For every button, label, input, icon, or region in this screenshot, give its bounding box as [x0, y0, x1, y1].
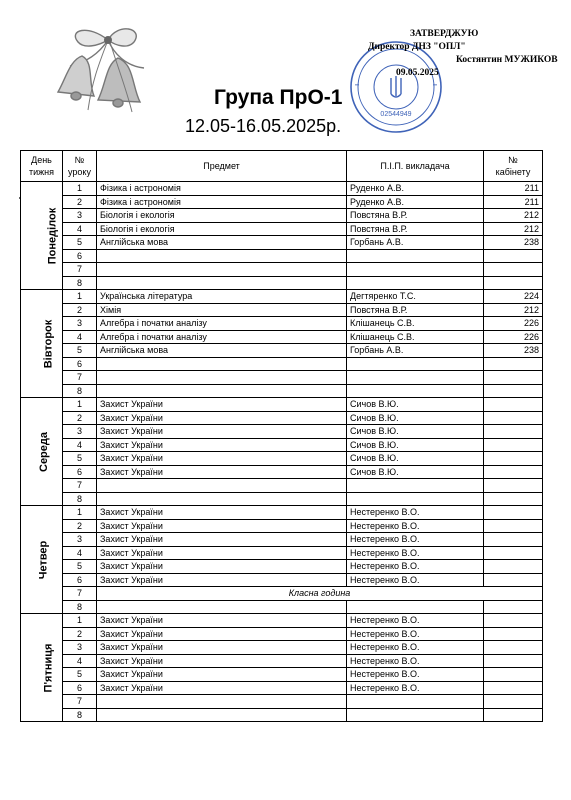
header-day-line1: День	[31, 155, 52, 165]
approval-block	[368, 28, 558, 80]
subject-cell: Захист України	[97, 573, 347, 587]
subject-cell: Захист України	[97, 614, 347, 628]
lesson-number: 6	[63, 465, 97, 479]
lesson-number: 6	[63, 573, 97, 587]
bells-illustration	[48, 22, 160, 114]
table-row	[21, 668, 543, 682]
teacher-cell: Нестеренко В.О.	[347, 641, 484, 655]
table-row	[21, 384, 543, 398]
room-cell	[484, 519, 543, 533]
lesson-number: 3	[63, 641, 97, 655]
subject-cell: Захист України	[97, 681, 347, 695]
room-cell	[484, 546, 543, 560]
subject-cell	[97, 695, 347, 709]
lesson-number: 1	[63, 398, 97, 412]
lesson-number: 8	[63, 384, 97, 398]
teacher-cell: Нестеренко В.О.	[347, 519, 484, 533]
day-name-cell	[21, 182, 63, 290]
subject-cell: Захист України	[97, 560, 347, 574]
room-cell	[484, 411, 543, 425]
subject-cell: Захист України	[97, 452, 347, 466]
room-cell	[484, 465, 543, 479]
table-row	[21, 627, 543, 641]
teacher-cell: Повстяна В.Р.	[347, 209, 484, 223]
room-cell	[484, 425, 543, 439]
table-row	[21, 398, 543, 412]
teacher-cell: Клішанець С.В.	[347, 317, 484, 331]
table-row	[21, 641, 543, 655]
lesson-number: 5	[63, 344, 97, 358]
lesson-number: 1	[63, 614, 97, 628]
lesson-number: 2	[63, 519, 97, 533]
table-row	[21, 249, 543, 263]
teacher-cell: Нестеренко В.О.	[347, 681, 484, 695]
room-cell	[484, 627, 543, 641]
room-cell: 211	[484, 182, 543, 196]
lesson-number: 3	[63, 533, 97, 547]
table-row	[21, 263, 543, 277]
teacher-cell: Повстяна В.Р.	[347, 303, 484, 317]
schedule-body	[21, 182, 543, 722]
teacher-cell: Сичов В.Ю.	[347, 452, 484, 466]
subject-cell: Захист України	[97, 506, 347, 520]
approval-signer: Костянтин МУЖИКОВ	[456, 55, 558, 65]
subject-cell: Захист України	[97, 641, 347, 655]
lesson-number: 2	[63, 411, 97, 425]
teacher-cell	[347, 384, 484, 398]
lesson-number: 3	[63, 209, 97, 223]
teacher-cell: Клішанець С.В.	[347, 330, 484, 344]
subject-cell: Захист України	[97, 533, 347, 547]
teacher-cell	[347, 249, 484, 263]
room-cell	[484, 371, 543, 385]
room-cell	[484, 263, 543, 277]
lesson-number: 8	[63, 600, 97, 614]
table-row	[21, 290, 543, 304]
room-cell: 226	[484, 330, 543, 344]
teacher-cell: Сичов В.Ю.	[347, 465, 484, 479]
lesson-number: 7	[63, 263, 97, 277]
table-row	[21, 506, 543, 520]
room-cell: 211	[484, 195, 543, 209]
subject-cell: Захист України	[97, 519, 347, 533]
table-row	[21, 195, 543, 209]
room-cell	[484, 560, 543, 574]
table-row	[21, 614, 543, 628]
room-cell	[484, 600, 543, 614]
lesson-number: 4	[63, 330, 97, 344]
lesson-number: 8	[63, 708, 97, 722]
lesson-number: 5	[63, 236, 97, 250]
room-cell	[484, 276, 543, 290]
subject-cell: Фізика і астрономія	[97, 182, 347, 196]
header-lesson-line2: уроку	[68, 167, 91, 177]
header-room-line2: кабінету	[495, 167, 531, 177]
table-row	[21, 222, 543, 236]
header-day	[21, 151, 63, 182]
lesson-number: 6	[63, 357, 97, 371]
table-row	[21, 708, 543, 722]
teacher-cell: Нестеренко В.О.	[347, 627, 484, 641]
teacher-cell: Нестеренко В.О.	[347, 573, 484, 587]
subject-cell: Алгебра і початки аналізу	[97, 330, 347, 344]
lesson-number: 6	[63, 249, 97, 263]
lesson-number: 3	[63, 425, 97, 439]
room-cell	[484, 668, 543, 682]
approval-title: ЗАТВЕРДЖУЮ	[410, 29, 479, 39]
table-row	[21, 573, 543, 587]
header-room-line1: №	[508, 155, 518, 165]
room-cell	[484, 681, 543, 695]
header-teacher: П.І.П. викладача	[347, 151, 484, 182]
header-lesson-line1: №	[74, 155, 85, 165]
subject-cell: Хімія	[97, 303, 347, 317]
subject-cell: Захист України	[97, 411, 347, 425]
room-cell	[484, 452, 543, 466]
day-name: Четвер	[37, 540, 50, 579]
subject-cell: Англійська мова	[97, 236, 347, 250]
lesson-number: 5	[63, 452, 97, 466]
lesson-number: 3	[63, 317, 97, 331]
room-cell: 238	[484, 236, 543, 250]
lesson-number: 4	[63, 222, 97, 236]
subject-cell	[97, 708, 347, 722]
lesson-number: 4	[63, 546, 97, 560]
subject-cell	[97, 371, 347, 385]
room-cell	[484, 492, 543, 506]
teacher-cell	[347, 479, 484, 493]
subject-cell: Біологія і екологія	[97, 209, 347, 223]
lesson-number: 8	[63, 276, 97, 290]
room-cell	[484, 614, 543, 628]
room-cell	[484, 357, 543, 371]
subject-cell	[97, 479, 347, 493]
table-row	[21, 546, 543, 560]
room-cell: 238	[484, 344, 543, 358]
lesson-number: 5	[63, 560, 97, 574]
room-cell	[484, 398, 543, 412]
lesson-number: 1	[63, 182, 97, 196]
table-row	[21, 317, 543, 331]
teacher-cell: Дегтяренко Т.С.	[347, 290, 484, 304]
room-cell	[484, 384, 543, 398]
room-cell	[484, 438, 543, 452]
teacher-cell	[347, 371, 484, 385]
table-row	[21, 303, 543, 317]
lesson-number: 2	[63, 303, 97, 317]
teacher-cell	[347, 600, 484, 614]
header-subject: Предмет	[97, 151, 347, 182]
day-name-cell	[21, 290, 63, 398]
subject-cell	[97, 249, 347, 263]
teacher-cell	[347, 276, 484, 290]
header-room	[484, 151, 543, 182]
table-row	[21, 681, 543, 695]
room-cell	[484, 641, 543, 655]
teacher-cell: Горбань А.В.	[347, 344, 484, 358]
table-row	[21, 276, 543, 290]
lesson-number: 1	[63, 506, 97, 520]
subject-cell	[97, 492, 347, 506]
table-row	[21, 344, 543, 358]
room-cell	[484, 533, 543, 547]
lesson-number: 2	[63, 195, 97, 209]
room-cell	[484, 708, 543, 722]
teacher-cell: Нестеренко В.О.	[347, 560, 484, 574]
day-name: Середа	[38, 431, 50, 472]
header-day-line2: тижня	[28, 167, 54, 177]
table-row	[21, 452, 543, 466]
subject-cell	[97, 384, 347, 398]
teacher-cell: Руденко А.В.	[347, 195, 484, 209]
teacher-cell	[347, 708, 484, 722]
stamp-code: 02544949	[380, 111, 412, 118]
lesson-number: 4	[63, 654, 97, 668]
table-row	[21, 587, 543, 601]
subject-cell	[97, 357, 347, 371]
subject-cell: Захист України	[97, 654, 347, 668]
page-title: Група ПрО-1	[214, 86, 343, 109]
room-cell: 224	[484, 290, 543, 304]
day-name-cell	[21, 506, 63, 614]
room-cell	[484, 695, 543, 709]
table-row	[21, 492, 543, 506]
room-cell	[484, 573, 543, 587]
subject-cell: Захист України	[97, 438, 347, 452]
room-cell	[484, 506, 543, 520]
subject-cell: Захист України	[97, 668, 347, 682]
lesson-number: 1	[63, 290, 97, 304]
teacher-cell: Сичов В.Ю.	[347, 398, 484, 412]
room-cell: 212	[484, 222, 543, 236]
teacher-cell: Сичов В.Ю.	[347, 411, 484, 425]
room-cell	[484, 249, 543, 263]
table-row	[21, 357, 543, 371]
subject-cell: Захист України	[97, 465, 347, 479]
date-range: 12.05-16.05.2025р.	[185, 116, 342, 136]
subject-cell: Захист України	[97, 398, 347, 412]
table-row	[21, 330, 543, 344]
subject-cell: Алгебра і початки аналізу	[97, 317, 347, 331]
subject-cell	[97, 276, 347, 290]
teacher-cell: Нестеренко В.О.	[347, 506, 484, 520]
lesson-number: 7	[63, 479, 97, 493]
teacher-cell	[347, 492, 484, 506]
room-cell	[484, 479, 543, 493]
teacher-cell: Руденко А.В.	[347, 182, 484, 196]
lesson-number: 5	[63, 668, 97, 682]
table-row	[21, 438, 543, 452]
teacher-cell: Сичов В.Ю.	[347, 425, 484, 439]
table-row	[21, 533, 543, 547]
teacher-cell: Горбань А.В.	[347, 236, 484, 250]
teacher-cell: Нестеренко В.О.	[347, 614, 484, 628]
table-row	[21, 560, 543, 574]
teacher-cell: Сичов В.Ю.	[347, 438, 484, 452]
table-row	[21, 600, 543, 614]
teacher-cell: Нестеренко В.О.	[347, 533, 484, 547]
lesson-number: 7	[63, 587, 97, 601]
table-row	[21, 425, 543, 439]
lesson-number: 7	[63, 371, 97, 385]
table-row	[21, 182, 543, 196]
schedule-table	[20, 150, 543, 722]
room-cell: 212	[484, 209, 543, 223]
room-cell: 226	[484, 317, 543, 331]
teacher-cell	[347, 263, 484, 277]
table-row	[21, 371, 543, 385]
teacher-cell	[347, 357, 484, 371]
room-cell: 212	[484, 303, 543, 317]
table-row	[21, 411, 543, 425]
subject-cell: Захист України	[97, 546, 347, 560]
lesson-number: 4	[63, 438, 97, 452]
lesson-number: 2	[63, 627, 97, 641]
subject-cell: Українська література	[97, 290, 347, 304]
day-name-cell	[21, 614, 63, 722]
special-event: Класна година	[97, 587, 543, 601]
table-row	[21, 695, 543, 709]
subject-cell: Фізика і астрономія	[97, 195, 347, 209]
teacher-cell: Повстяна В.Р.	[347, 222, 484, 236]
table-row	[21, 519, 543, 533]
teacher-cell: Нестеренко В.О.	[347, 668, 484, 682]
subject-cell: Захист України	[97, 425, 347, 439]
table-row	[21, 465, 543, 479]
day-name: П'ятниця	[42, 643, 55, 692]
subject-cell	[97, 263, 347, 277]
header-row	[21, 151, 543, 182]
room-cell	[484, 654, 543, 668]
approval-date: 09.05.2025	[396, 68, 439, 78]
lesson-number: 8	[63, 492, 97, 506]
day-name-cell	[21, 398, 63, 506]
day-name: Понеділок	[46, 207, 59, 264]
teacher-cell	[347, 695, 484, 709]
teacher-cell: Нестеренко В.О.	[347, 654, 484, 668]
table-row	[21, 236, 543, 250]
table-row	[21, 209, 543, 223]
subject-cell	[97, 600, 347, 614]
table-row	[21, 479, 543, 493]
approval-position: Директор ДНЗ "ОПЛ"	[368, 42, 466, 52]
subject-cell: Захист України	[97, 627, 347, 641]
subject-cell: Англійська мова	[97, 344, 347, 358]
day-name: Вівторок	[42, 319, 55, 368]
teacher-cell: Нестеренко В.О.	[347, 546, 484, 560]
subject-cell: Біологія і екологія	[97, 222, 347, 236]
lesson-number: 6	[63, 681, 97, 695]
table-row	[21, 654, 543, 668]
lesson-number: 7	[63, 695, 97, 709]
header-lesson	[63, 151, 97, 182]
